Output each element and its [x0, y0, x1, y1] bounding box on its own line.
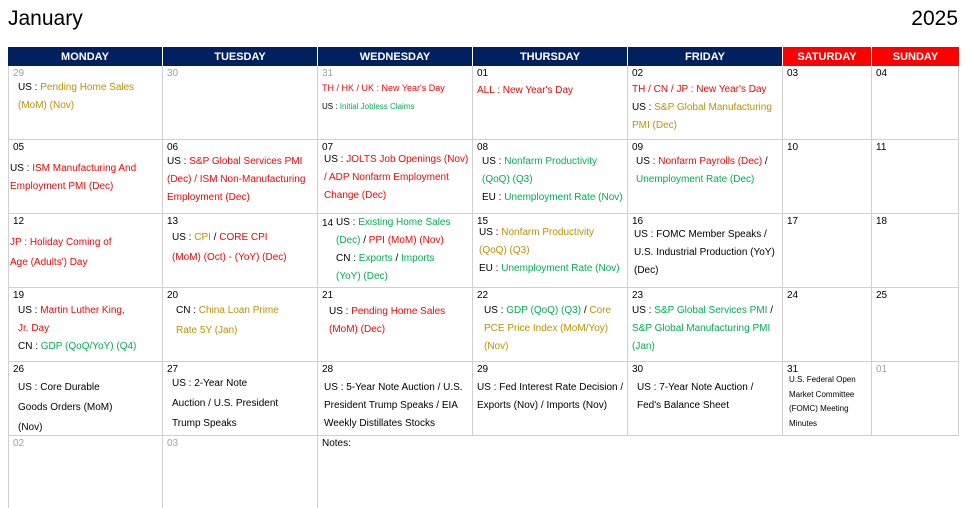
day-cell-jan-30[interactable] [628, 362, 783, 436]
event-text: CN : China Loan Prime Rate 5Y (Jan) [176, 305, 279, 336]
header-sunday: SUNDAY [872, 47, 959, 66]
day-cell-jan-13[interactable] [163, 214, 318, 288]
day-number: 13 [167, 216, 179, 227]
event-text: US : FOMC Member Speaks / U.S. Industrial Production (YoY) (Dec) [634, 229, 775, 276]
header-saturday: SATURDAY [783, 47, 872, 66]
day-number: 21 [322, 290, 334, 301]
day-number: 15 [477, 216, 489, 227]
day-number: 05 [13, 142, 25, 153]
event-text: US : 5-Year Note Auction / U.S. President Trump Speaks / EIA Weekly Distillates Stocks [324, 382, 463, 429]
day-cell-jan-08[interactable] [473, 140, 628, 214]
day-number: 30 [167, 68, 179, 79]
day-number: 29 [13, 68, 25, 79]
event-text: U.S. Federal Open Market Committee (FOMC) Meeting Minutes [789, 375, 856, 428]
day-number: 01 [477, 68, 489, 79]
event-text: US : Nonfarm Payrolls (Dec) / Unemployment Rate (Dec) [636, 156, 768, 185]
day-number: 04 [876, 68, 888, 79]
event-text: JP : Holiday Coming of Age (Adults') Day [10, 237, 112, 268]
day-cell-jan-06[interactable] [163, 140, 318, 214]
day-number: 06 [167, 142, 179, 153]
day-cell-feb-03[interactable] [163, 436, 318, 508]
day-cell-jan-01[interactable] [473, 66, 628, 140]
day-number: 17 [787, 216, 799, 227]
day-cell-jan-10[interactable] [783, 140, 872, 214]
day-cell-jan-26[interactable] [8, 362, 163, 436]
day-number: 18 [876, 216, 888, 227]
event-text: US : GDP (QoQ) (Q3) / Core PCE Price Index (MoM/Yoy) (Nov) [484, 305, 612, 352]
day-number: 02 [632, 68, 644, 79]
day-cell-feb-01[interactable] [872, 362, 959, 436]
event-text: ALL : New Year's Day [477, 85, 574, 96]
day-number: 30 [632, 364, 644, 375]
day-number: 26 [13, 364, 25, 375]
day-cell-jan-09[interactable] [628, 140, 783, 214]
day-number: 07 [322, 142, 334, 153]
day-cell-jan-29[interactable] [473, 362, 628, 436]
day-number: 23 [632, 290, 644, 301]
event-text: US : Nonfarm Productivity (QoQ) (Q3) EU : Unemployment Rate (Nov) [482, 156, 623, 203]
day-cell-jan-25[interactable] [872, 288, 959, 362]
day-cell-jan-18[interactable] [872, 214, 959, 288]
day-number: 03 [787, 68, 799, 79]
day-number: 11 [876, 142, 887, 153]
day-cell-jan-23[interactable] [628, 288, 783, 362]
day-number: 01 [876, 364, 888, 375]
day-number: 02 [13, 438, 25, 449]
day-number: 31 [787, 364, 799, 375]
day-number: 14 [322, 218, 334, 229]
day-number: 22 [477, 290, 489, 301]
day-cell-jan-16[interactable] [628, 214, 783, 288]
day-cell-jan-21[interactable] [318, 288, 473, 362]
day-cell-dec-29[interactable] [8, 66, 163, 140]
day-number: 09 [632, 142, 644, 153]
day-cell-feb-02[interactable] [8, 436, 163, 508]
day-cell-jan-05[interactable] [8, 140, 163, 214]
header-monday: MONDAY [8, 47, 163, 66]
day-cell-jan-07[interactable] [318, 140, 473, 214]
day-cell-jan-02[interactable] [628, 66, 783, 140]
header-tuesday: TUESDAY [163, 47, 318, 66]
day-cell-jan-31[interactable] [783, 362, 872, 436]
event-text: US : Pending Home Sales (MoM) (Nov) [18, 82, 135, 111]
day-number: 28 [322, 364, 334, 375]
event-text: US : Nonfarm Productivity (QoQ) (Q3) EU : Unemployment Rate (Nov) [479, 227, 620, 274]
day-number: 29 [477, 364, 489, 375]
day-number: 10 [787, 142, 799, 153]
event-text: US : 2-Year Note Auction / U.S. President Trump Speaks [172, 378, 279, 429]
day-cell-jan-24[interactable] [783, 288, 872, 362]
day-cell-jan-15[interactable] [473, 214, 628, 288]
day-number: 16 [632, 216, 644, 227]
event-text: US : Martin Luther King, Jr. Day CN : GDP (QoQ/YoY) (Q4) [18, 305, 137, 352]
day-cell-dec-31[interactable] [318, 66, 473, 140]
day-number: 31 [322, 68, 334, 79]
day-cell-jan-22[interactable] [473, 288, 628, 362]
day-number: 25 [876, 290, 888, 301]
event-text: TH / CN / JP : New Year's Day US : S&P Global Manufacturing PMI (Dec) [632, 84, 772, 131]
day-number: 12 [13, 216, 25, 227]
day-cell-jan-12[interactable] [8, 214, 163, 288]
notes-area[interactable] [318, 436, 959, 508]
day-cell-jan-20[interactable] [163, 288, 318, 362]
header-friday: FRIDAY [628, 47, 783, 66]
event-text: US : S&P Global Services PMI / S&P Global Manufacturing PMI (Jan) [632, 305, 773, 352]
event-text: US : 7-Year Note Auction / Fed's Balance Sheet [637, 382, 754, 411]
event-text: US : Pending Home Sales (MoM) (Dec) [329, 306, 446, 335]
event-text: US : S&P Global Services PMI (Dec) / ISM Non-Manufacturing Employment (Dec) [167, 156, 306, 203]
event-text: US : Existing Home Sales (Dec) / PPI (MoM) (Nov) CN : Exports / Imports (YoY) (Dec) [336, 217, 451, 282]
event-text: US : CPI / CORE CPI (MoM) (Oct) - (YoY) (Dec) [172, 232, 287, 263]
event-text: US : Core Durable Goods Orders (MoM) (Nov) [18, 382, 113, 433]
header-wednesday: WEDNESDAY [318, 47, 473, 66]
day-cell-jan-11[interactable] [872, 140, 959, 214]
day-cell-jan-17[interactable] [783, 214, 872, 288]
year-title: 2025 [911, 7, 958, 30]
day-cell-jan-19[interactable] [8, 288, 163, 362]
event-text: US : JOLTS Job Openings (Nov) / ADP Nonfarm Employment Change (Dec) [324, 154, 469, 201]
event-text: TH / HK / UK : New Year's Day US : Initial Jobless Claims [322, 83, 445, 111]
day-cell-jan-14[interactable] [318, 214, 473, 288]
day-cell-dec-30[interactable] [163, 66, 318, 140]
event-text: US : Fed Interest Rate Decision / Exports (Nov) / Imports (Nov) [477, 382, 624, 411]
day-number: 19 [13, 290, 25, 301]
day-number: 03 [167, 438, 179, 449]
day-number: 24 [787, 290, 799, 301]
day-cell-jan-28[interactable] [318, 362, 473, 436]
event-text: US : ISM Manufacturing And Employment PMI (Dec) [10, 163, 137, 192]
day-number: 08 [477, 142, 489, 153]
day-cell-jan-04[interactable] [872, 66, 959, 140]
day-cell-jan-03[interactable] [783, 66, 872, 140]
notes-label: Notes: [322, 438, 351, 449]
day-cell-jan-27[interactable] [163, 362, 318, 436]
month-title: January [8, 7, 83, 30]
day-number: 20 [167, 290, 179, 301]
header-thursday: THURSDAY [473, 47, 628, 66]
day-number: 27 [167, 364, 179, 375]
